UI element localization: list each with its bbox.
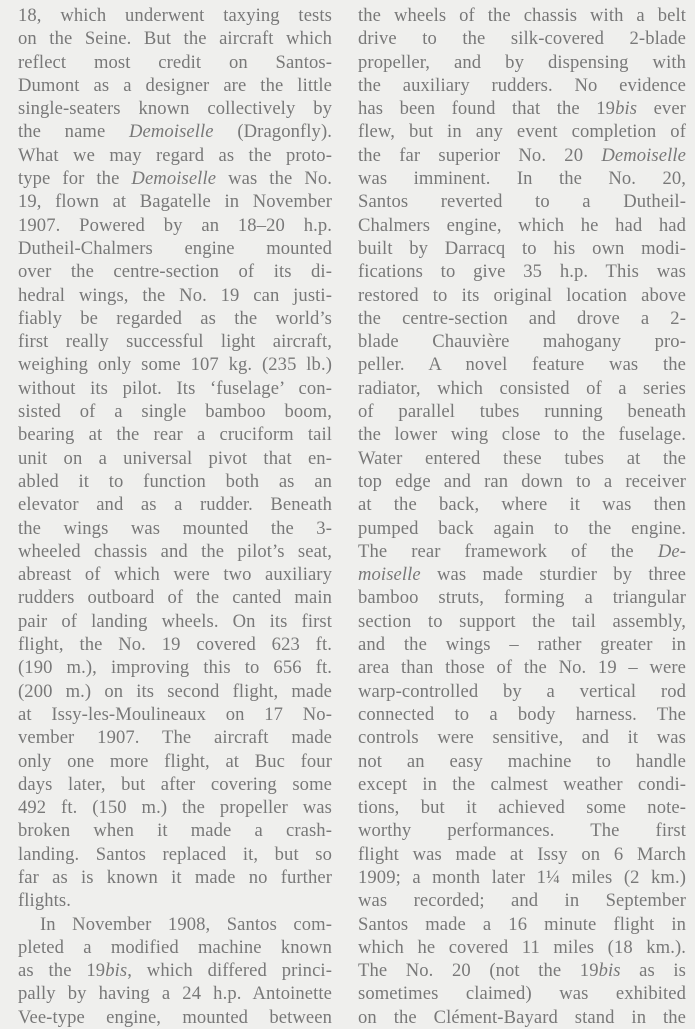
text-segment: , which differed princi- [127,960,332,982]
text-segment: landing. Santos replaced it, but so [18,843,332,865]
left-column [18,4,332,1029]
text-segment: 1907. Powered by an 18–20 h.p. [18,214,332,236]
text-line [358,51,686,74]
text-line [358,982,686,1005]
text-segment: restored to its original location above [358,284,686,306]
text-segment: as the 19 [18,960,106,982]
text-line [358,120,686,143]
italic-text: moiselle [358,564,421,586]
text-segment: has been found that the 19 [358,98,616,120]
text-line [358,144,686,167]
text-segment: not an easy machine to handle [358,750,686,772]
text-line [18,400,332,423]
text-line [18,936,332,959]
text-segment: 492 ft. (150 m.) the propeller was [18,797,332,819]
text-segment: unit on a universal pivot that en- [18,447,332,469]
text-line [18,540,332,563]
text-line [358,913,686,936]
text-line [18,470,332,493]
text-line [18,982,332,1005]
text-line [18,214,332,237]
text-segment: 18, which underwent taxying tests [18,5,332,26]
text-segment: Santos made a 16 minute flight in [358,913,686,935]
text-line [18,97,332,120]
text-segment: rudders outboard of the canted main [18,587,332,609]
text-segment: connected to a body harness. The [358,703,686,725]
text-line [18,447,332,470]
text-line [18,680,332,703]
text-segment: as is [620,960,687,982]
text-segment: section to support the tail assembly, [358,610,686,632]
text-line [358,889,686,912]
text-segment: elevator and as a rudder. Beneath [18,494,332,516]
text-line [358,190,686,213]
text-segment: peller. A novel feature was the [358,354,686,376]
text-line [18,750,332,773]
text-line [18,74,332,97]
text-segment: bamboo struts, forming a triangular [358,587,686,609]
text-segment: (200 m.) on its second flight, made [18,680,332,702]
italic-text: Demoiselle [129,121,214,143]
text-line [358,4,686,27]
text-segment: was imminent. In the No. 20, [358,168,686,190]
text-segment: except in the calmest weather condi- [358,773,686,795]
text-segment: flew, but in any event completion of [358,121,686,143]
text-line [358,563,686,586]
text-segment: the far superior No. 20 [358,144,602,166]
text-line [18,703,332,726]
text-line [358,377,686,400]
text-segment: far as is known it made no further [18,866,332,888]
text-line [358,517,686,540]
text-segment: which he covered 11 miles (18 km.). [358,936,686,958]
text-segment: radiator, which consisted of a series [358,377,686,399]
italic-text: De- [657,540,686,562]
text-segment: on the Clément-Bayard stand in the [358,1006,686,1028]
text-segment: on the Seine. But the aircraft which [18,28,332,50]
text-line [18,307,332,330]
text-segment: flights. [18,890,71,912]
text-line [18,493,332,516]
text-line [18,913,332,936]
text-segment: over the centre-section of its di- [18,261,332,283]
italic-text: Demoiselle [601,144,686,166]
text-segment: first really successful light aircraft, [18,331,332,353]
text-line [18,144,332,167]
text-segment: wheeled chassis and the pilot’s seat, [18,540,332,562]
text-segment: 1909; a month later 1¼ miles (2 km.) [358,866,686,888]
text-segment: bearing at the rear a cruciform tail [18,424,332,446]
text-segment: sometimes claimed) was exhibited [358,983,686,1005]
text-line [358,214,686,237]
text-line [358,400,686,423]
text-line [358,819,686,842]
text-segment: (Dragonfly). [213,121,332,143]
text-line [18,27,332,50]
italic-text: Demoiselle [131,168,217,190]
text-line [18,4,332,27]
text-segment: controls were sensitive, and it was [358,727,686,749]
text-segment: Dumont as a designer are the little [18,74,332,96]
italic-text: bis [598,960,621,982]
text-line [358,470,686,493]
text-segment: abled it to function both as an [18,470,332,492]
text-segment: flight, the No. 19 covered 623 ft. [18,634,332,656]
text-segment: 19, flown at Bagatelle in November [18,191,332,213]
text-segment: flight was made at Issy on 6 March [358,843,686,865]
text-segment: Santos reverted to a Dutheil- [358,191,686,213]
text-segment: The No. 20 (not the 19 [358,960,599,982]
text-line [18,866,332,889]
text-segment: ever [637,98,686,120]
text-segment: the wings was mounted the 3- [18,517,332,539]
text-segment: The rear framework of the [358,540,658,562]
text-line [358,493,686,516]
text-line [18,353,332,376]
text-segment: pumped back again to the engine. [358,517,686,539]
text-line [18,284,332,307]
text-segment: the centre-section and drove a 2- [358,307,686,329]
text-line [18,726,332,749]
text-segment: weighing only some 107 kg. (235 lb.) [18,354,332,376]
text-segment: Chalmers engine, which he had had [358,214,686,236]
text-segment: days later, but after covering some [18,773,332,795]
text-segment: vember 1907. The aircraft made [18,727,332,749]
text-segment: Water entered these tubes at the [358,447,686,469]
text-segment: drive to the silk-covered 2-blade [358,28,686,50]
text-segment: pleted a modified machine known [18,936,332,958]
text-line [358,540,686,563]
text-segment: blade Chauvière mahogany pro- [358,331,686,353]
text-segment: and the wings – rather greater in [358,634,686,656]
text-segment: the wheels of the chassis with a belt [358,5,686,26]
text-segment: pally by having a 24 h.p. Antoinette [18,983,332,1005]
text-segment: hedral wings, the No. 19 can justi- [18,284,332,306]
text-segment: the lower wing close to the fuselage. [358,424,686,446]
right-column [358,4,686,1029]
text-segment: of parallel tubes running beneath [358,401,686,423]
text-segment: only one more flight, at Buc four [18,750,332,772]
text-line [358,773,686,796]
text-segment: (190 m.), improving this to 656 ft. [18,657,332,679]
italic-text: bis [615,98,638,120]
text-line [18,796,332,819]
text-segment: In November 1908, Santos com- [40,913,332,935]
text-line [358,680,686,703]
text-line [18,819,332,842]
text-segment: without its pilot. Its ‘fuselage’ con- [18,377,332,399]
text-line [358,750,686,773]
text-line [358,423,686,446]
text-segment: reflect most credit on Santos- [18,51,332,73]
text-line [358,353,686,376]
text-line [358,866,686,889]
text-line [18,423,332,446]
text-segment: abreast of which were two auxiliary [18,564,332,586]
text-segment: propeller, and by dispensing with [358,51,686,73]
text-line [358,726,686,749]
text-line [18,610,332,633]
text-line [18,120,332,143]
text-segment: Vee-type engine, mounted between [18,1006,332,1028]
text-line [358,633,686,656]
text-line [358,284,686,307]
text-line [18,959,332,982]
text-segment: worthy performances. The first [358,820,686,842]
text-line [358,1006,686,1029]
text-line [358,97,686,120]
text-line [18,237,332,260]
text-segment: area than those of the No. 19 – were [358,657,686,679]
text-line [358,330,686,353]
text-segment: type for the [18,168,132,190]
text-line [358,796,686,819]
text-line [358,307,686,330]
text-line [358,959,686,982]
text-segment: warp-controlled by a vertical rod [358,680,686,702]
text-line [358,74,686,97]
text-line [18,1006,332,1029]
text-segment: fications to give 35 h.p. This was [358,261,686,283]
text-segment: tions, but it achieved some note- [358,797,686,819]
text-line [18,260,332,283]
text-line [18,889,332,912]
text-segment: was recorded; and in September [358,890,686,912]
text-line [18,167,332,190]
text-line [18,330,332,353]
text-line [18,633,332,656]
text-line [18,190,332,213]
text-segment: pair of landing wheels. On its first [18,610,332,632]
text-segment: top edge and ran down to a receiver [358,470,686,492]
text-line [18,377,332,400]
italic-text: bis [105,960,128,982]
text-segment: Dutheil-Chalmers engine mounted [18,237,332,259]
text-segment: single-seaters known collectively by [18,98,332,120]
text-segment: the auxiliary rudders. No evidence [358,74,686,96]
text-segment: the name [18,121,130,143]
text-line [358,260,686,283]
text-segment: at Issy-les-Moulineaux on 17 No- [18,703,332,725]
text-line [18,773,332,796]
text-line [18,843,332,866]
text-segment: fiably be regarded as the world’s [18,307,332,329]
text-line [358,27,686,50]
text-line [358,586,686,609]
text-segment: broken when it made a crash- [18,820,332,842]
text-line [358,447,686,470]
text-segment: What we may regard as the proto- [18,144,332,166]
text-segment: sisted of a single bamboo boom, [18,401,332,423]
text-segment: was made sturdier by three [420,564,686,586]
text-line [18,656,332,679]
text-line [18,563,332,586]
text-segment: built by Darracq to his own modi- [358,237,686,259]
text-line [358,843,686,866]
text-line [18,51,332,74]
text-line [18,517,332,540]
text-line [358,610,686,633]
text-line [358,703,686,726]
text-line [358,237,686,260]
text-line [358,656,686,679]
text-segment: was the No. [216,168,332,190]
text-line [18,586,332,609]
text-segment: at the back, where it was then [358,494,686,516]
text-line [358,936,686,959]
text-line [358,167,686,190]
